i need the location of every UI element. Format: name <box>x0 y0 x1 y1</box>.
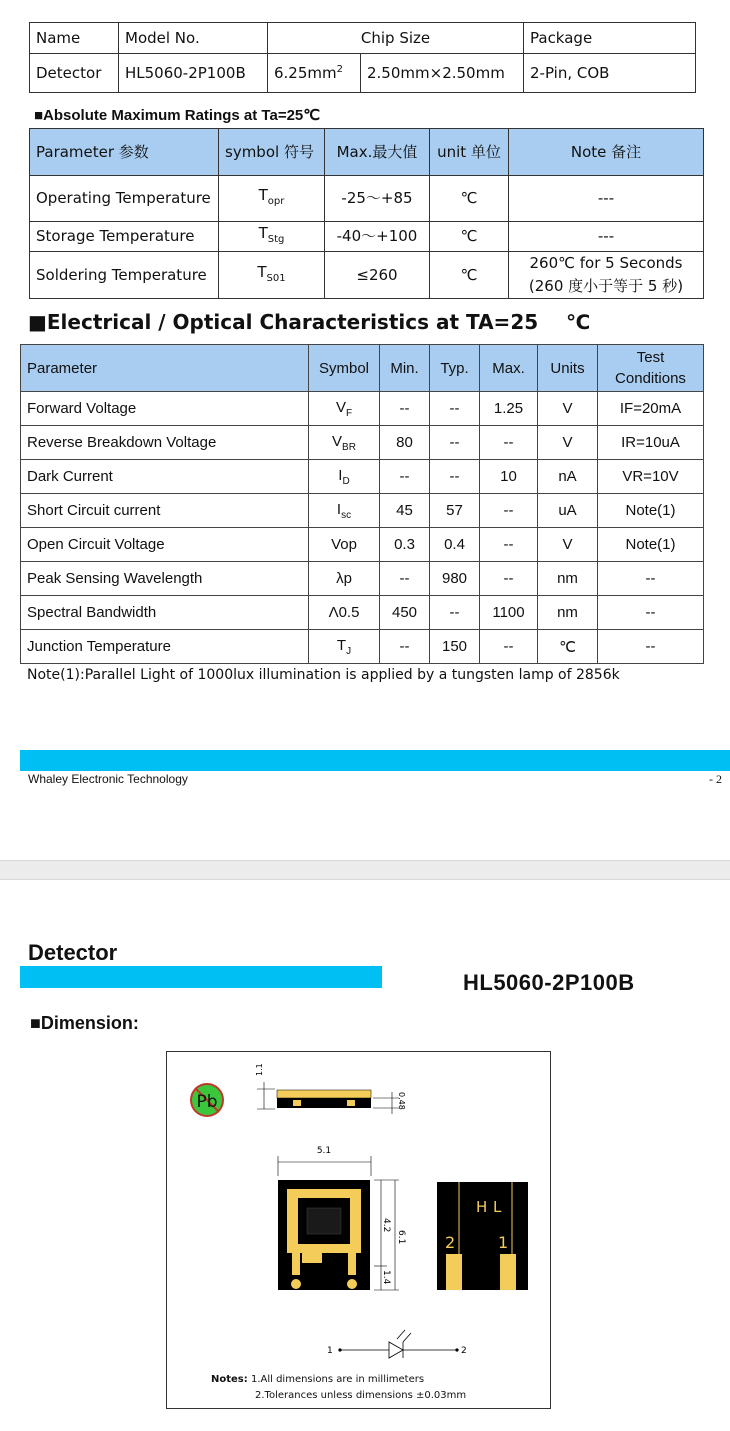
elec-cond: -- <box>598 630 704 664</box>
elec-sym: Vop <box>309 528 380 562</box>
elec-cond: Note(1) <box>598 528 704 562</box>
abs-param: Soldering Temperature <box>30 252 219 299</box>
th-test-conditions: Test Conditions <box>598 345 704 392</box>
cell-chip-area: $6.25mm^2$ <box>268 54 361 93</box>
elec-param: Short Circuit current <box>21 494 309 528</box>
elec-row <box>21 528 704 562</box>
cell-name: Detector <box>30 54 119 93</box>
th-symbol: Symbol <box>309 345 380 392</box>
th-name: Name <box>30 23 119 54</box>
abs-note: --- <box>509 176 704 222</box>
elec-sym: $V_F$ <box>309 392 380 426</box>
footer-bar <box>20 750 730 771</box>
th-parameter: Parameter 参数 <box>30 129 219 176</box>
elec-row <box>21 562 704 596</box>
elec-max: 1100 <box>480 596 538 630</box>
elec-min: -- <box>380 562 430 596</box>
diode-node-left <box>338 1348 341 1351</box>
elec-unit: V <box>538 528 598 562</box>
elec-param: Reverse Breakdown Voltage <box>21 426 309 460</box>
th-max: Max.最大值 <box>325 129 430 176</box>
elec-min: 0.3 <box>380 528 430 562</box>
elec-max: -- <box>480 630 538 664</box>
abs-note: 260℃ for 5 Seconds (260 度小于等于 5 秒) <box>509 252 704 299</box>
dim-6-1: 6.1 <box>396 1230 406 1245</box>
side-view-top <box>277 1090 371 1098</box>
th-parameter: Parameter <box>21 345 309 392</box>
abs-symbol: $T_{S01}$ <box>219 252 325 299</box>
elec-param: Forward Voltage <box>21 392 309 426</box>
elec-max: -- <box>480 494 538 528</box>
elec-typ: 980 <box>430 562 480 596</box>
side-pad-left <box>293 1100 301 1106</box>
elec-row <box>21 460 704 494</box>
abs-max: -40～+100 <box>325 222 430 252</box>
elec-sym: $T_J$ <box>309 630 380 664</box>
th-unit: unit 单位 <box>430 129 509 176</box>
elec-row <box>21 426 704 460</box>
th-model: Model No. <box>119 23 268 54</box>
diode-triangle <box>389 1342 403 1358</box>
abs-max-header <box>30 129 704 176</box>
elec-min: 45 <box>380 494 430 528</box>
abs-max: ≤260 <box>325 252 430 299</box>
cell-model: HL5060-2P100B <box>119 54 268 93</box>
elec-typ: 150 <box>430 630 480 664</box>
abs-unit: ℃ <box>430 252 509 299</box>
abs-param: Storage Temperature <box>30 222 219 252</box>
elec-min: -- <box>380 392 430 426</box>
abs-symbol: $T_{opr}$ <box>219 176 325 222</box>
elec-min: -- <box>380 460 430 494</box>
dim-1-1: 1.1 <box>255 1063 264 1076</box>
elec-cond: Note(1) <box>598 494 704 528</box>
elec-note: Note(1):Parallel Light of 1000lux illumination is applied by a tungsten lamp of 2856k <box>27 667 620 683</box>
page-number: - 2 <box>709 772 722 786</box>
side-pad-right <box>347 1100 355 1106</box>
header-bar <box>20 966 382 988</box>
abs-row <box>30 176 704 222</box>
elec-sym: Λ0.5 <box>309 596 380 630</box>
elec-param: Dark Current <box>21 460 309 494</box>
diode-node-right <box>455 1348 458 1351</box>
elec-body <box>21 392 704 664</box>
cell-package: 2-Pin, COB <box>524 54 696 93</box>
elec-max: -- <box>480 562 538 596</box>
dimension-title: ■Dimension: <box>30 1013 139 1033</box>
pin-2-label: 2 <box>461 1346 467 1356</box>
th-units: Units <box>538 345 598 392</box>
product-table-row <box>30 54 696 93</box>
elec-cond: VR=10V <box>598 460 704 494</box>
back-mark-2: 2 <box>445 1233 456 1252</box>
top-view-chip <box>307 1208 341 1234</box>
elec-row <box>21 494 704 528</box>
top-view-lead-left <box>292 1253 300 1275</box>
dim-0-48: 0.48 <box>397 1092 406 1110</box>
elec-sym: $I_D$ <box>309 460 380 494</box>
elec-table <box>20 344 704 664</box>
elec-unit: V <box>538 426 598 460</box>
drawing-svg <box>167 1052 550 1408</box>
abs-note: --- <box>509 222 704 252</box>
elec-cond: IR=10uA <box>598 426 704 460</box>
abs-param: Operating Temperature <box>30 176 219 222</box>
top-view-trace <box>302 1253 322 1263</box>
th-min: Min. <box>380 345 430 392</box>
model-title: HL5060-2P100B <box>463 970 635 995</box>
elec-cond: -- <box>598 562 704 596</box>
elec-unit: nA <box>538 460 598 494</box>
elec-cond: IF=20mA <box>598 392 704 426</box>
elec-max: -- <box>480 528 538 562</box>
elec-typ: -- <box>430 392 480 426</box>
abs-symbol: $T_{Stg}$ <box>219 222 325 252</box>
elec-unit: ℃ <box>538 630 598 664</box>
elec-param: Junction Temperature <box>21 630 309 664</box>
abs-max: -25～+85 <box>325 176 430 222</box>
elec-param: Peak Sensing Wavelength <box>21 562 309 596</box>
light-arrow-icon <box>397 1330 405 1339</box>
abs-row <box>30 252 704 299</box>
dim-4-2: 4.2 <box>381 1218 391 1233</box>
elec-unit: nm <box>538 562 598 596</box>
pb-label: Pb <box>196 1092 218 1112</box>
elec-param: Open Circuit Voltage <box>21 528 309 562</box>
back-mark-l: L <box>493 1198 502 1216</box>
elec-min: -- <box>380 630 430 664</box>
elec-max: -- <box>480 426 538 460</box>
elec-param: Spectral Bandwidth <box>21 596 309 630</box>
back-mark-h: H <box>476 1198 488 1216</box>
dim-1-4: 1.4 <box>381 1270 391 1285</box>
elec-min: 450 <box>380 596 430 630</box>
th-symbol: symbol 符号 <box>219 129 325 176</box>
dim-5-1: 5.1 <box>316 1146 332 1156</box>
elec-max: 1.25 <box>480 392 538 426</box>
back-pad-right <box>500 1254 516 1290</box>
elec-typ: -- <box>430 460 480 494</box>
back-pad-left <box>446 1254 462 1290</box>
abs-max-table <box>29 128 704 299</box>
elec-row <box>21 630 704 664</box>
abs-max-title: ■Absolute Maximum Ratings at Ta=25℃ <box>34 107 321 124</box>
elec-header <box>21 345 704 392</box>
side-view-body <box>277 1098 371 1108</box>
light-arrow-icon <box>403 1333 411 1342</box>
footer-company: Whaley Electronic Technology <box>28 772 188 786</box>
elec-title: ■Electrical / Optical Characteristics at TA=25 ℃ <box>28 310 591 334</box>
top-view-pin-left <box>291 1279 301 1289</box>
abs-unit: ℃ <box>430 176 509 222</box>
top-view-lead-right <box>348 1253 356 1275</box>
elec-cond: -- <box>598 596 704 630</box>
product-table <box>29 22 696 93</box>
drawing-notes <box>211 1372 466 1404</box>
abs-row <box>30 222 704 252</box>
page-break <box>0 860 730 880</box>
elec-max: 10 <box>480 460 538 494</box>
th-typ: Typ. <box>430 345 480 392</box>
elec-sym: $V_{BR}$ <box>309 426 380 460</box>
elec-unit: nm <box>538 596 598 630</box>
elec-typ: 0.4 <box>430 528 480 562</box>
cell-chip-dims: 2.50mm×2.50mm <box>361 54 524 93</box>
pin-1-label: 1 <box>327 1346 333 1356</box>
th-max: Max. <box>480 345 538 392</box>
elec-sym: λp <box>309 562 380 596</box>
elec-unit: uA <box>538 494 598 528</box>
note-line-1: Notes: 1.All dimensions are in millimeters <box>211 1374 425 1385</box>
elec-row <box>21 596 704 630</box>
elec-sym: $I_{sc}$ <box>309 494 380 528</box>
abs-unit: ℃ <box>430 222 509 252</box>
elec-min: 80 <box>380 426 430 460</box>
elec-unit: V <box>538 392 598 426</box>
elec-row <box>21 392 704 426</box>
th-package: Package <box>524 23 696 54</box>
th-chip-size: Chip Size <box>268 23 524 54</box>
note-line-2: 2.Tolerances unless dimensions ±0.03mm <box>255 1390 467 1401</box>
elec-typ: 57 <box>430 494 480 528</box>
th-note: Note 备注 <box>509 129 704 176</box>
dimension-drawing <box>166 1051 551 1409</box>
product-table-header <box>30 23 696 54</box>
elec-typ: -- <box>430 426 480 460</box>
back-mark-1: 1 <box>498 1233 509 1252</box>
top-view-pin-right <box>347 1279 357 1289</box>
section-title: Detector <box>28 940 118 965</box>
elec-typ: -- <box>430 596 480 630</box>
